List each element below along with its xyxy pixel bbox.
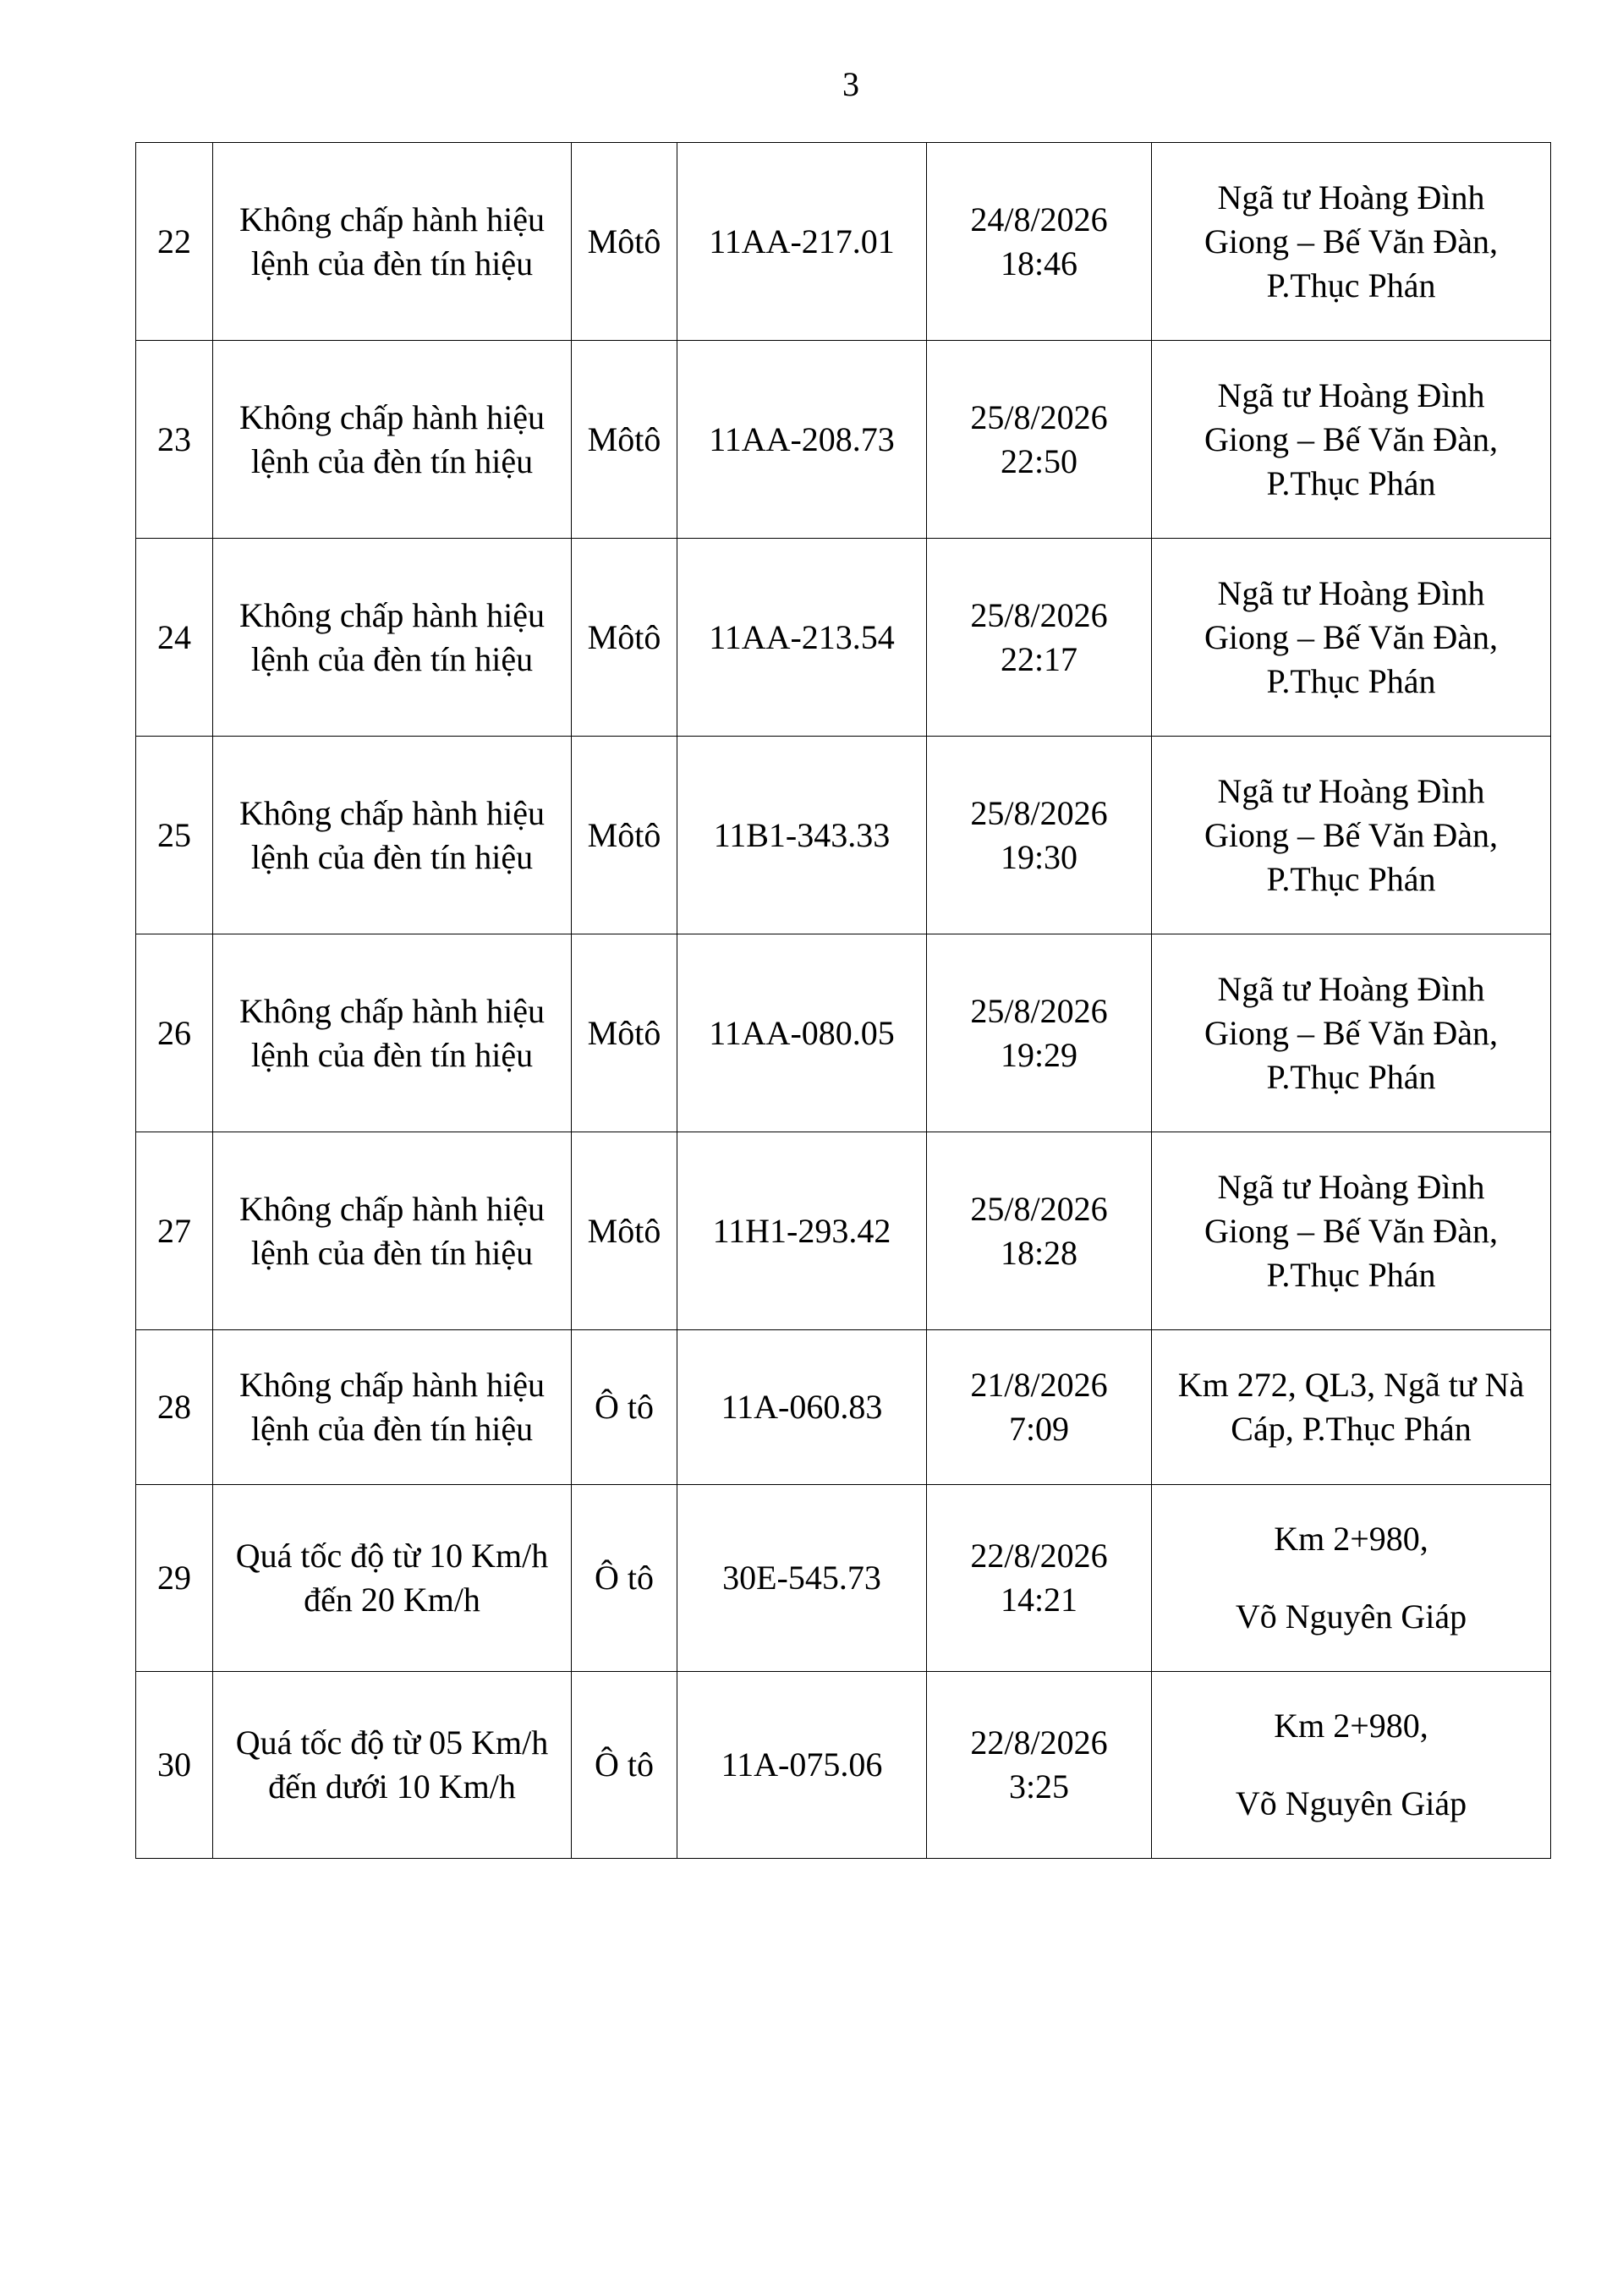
- time-cell: 25/8/2026 22:50: [927, 341, 1152, 539]
- violation-cell: Không chấp hành hiệu lệnh của đèn tín hiệu: [213, 737, 572, 934]
- plate-cell: 11AA-213.54: [677, 539, 927, 737]
- location-cell: Km 2+980, Võ Nguyên Giáp: [1152, 1485, 1551, 1672]
- plate-cell: 11AA-208.73: [677, 341, 927, 539]
- vehicle-cell: Môtô: [572, 539, 677, 737]
- vehicle-cell: Môtô: [572, 143, 677, 341]
- violation-cell: Không chấp hành hiệu lệnh của đèn tín hiệu: [213, 341, 572, 539]
- stt-cell: 29: [136, 1485, 213, 1672]
- stt-cell: 23: [136, 341, 213, 539]
- plate-cell: 11A-060.83: [677, 1330, 927, 1485]
- vehicle-cell: Ô tô: [572, 1330, 677, 1485]
- plate-cell: 11AA-217.01: [677, 143, 927, 341]
- table-row: [136, 1330, 1551, 1485]
- location-cell: Km 272, QL3, Ngã tư Nà Cáp, P.Thục Phán: [1152, 1330, 1551, 1485]
- vehicle-cell: Ô tô: [572, 1485, 677, 1672]
- vehicle-cell: Môtô: [572, 1132, 677, 1330]
- time-cell: 24/8/2026 18:46: [927, 143, 1152, 341]
- violation-cell: Không chấp hành hiệu lệnh của đèn tín hiệu: [213, 539, 572, 737]
- violation-cell: Quá tốc độ từ 05 Km/h đến dưới 10 Km/h: [213, 1672, 572, 1859]
- vehicle-cell: Môtô: [572, 934, 677, 1132]
- table-row: [136, 341, 1551, 539]
- table-row: [136, 1672, 1551, 1859]
- table-row: [136, 539, 1551, 737]
- location-cell: Ngã tư Hoàng Đình Giong – Bế Văn Đàn, P.Thục Phán: [1152, 143, 1551, 341]
- stt-cell: 28: [136, 1330, 213, 1485]
- location-cell: Km 2+980, Võ Nguyên Giáp: [1152, 1672, 1551, 1859]
- location-cell: Ngã tư Hoàng Đình Giong – Bế Văn Đàn, P.Thục Phán: [1152, 539, 1551, 737]
- plate-cell: 11A-075.06: [677, 1672, 927, 1859]
- location-cell: Ngã tư Hoàng Đình Giong – Bế Văn Đàn, P.Thục Phán: [1152, 737, 1551, 934]
- location-cell: Ngã tư Hoàng Đình Giong – Bế Văn Đàn, P.Thục Phán: [1152, 1132, 1551, 1330]
- vehicle-cell: Môtô: [572, 737, 677, 934]
- time-cell: 25/8/2026 22:17: [927, 539, 1152, 737]
- stt-cell: 24: [136, 539, 213, 737]
- time-cell: 22/8/2026 3:25: [927, 1672, 1152, 1859]
- stt-cell: 30: [136, 1672, 213, 1859]
- stt-cell: 25: [136, 737, 213, 934]
- table-row: [136, 143, 1551, 341]
- time-cell: 25/8/2026 19:29: [927, 934, 1152, 1132]
- table-row: [136, 934, 1551, 1132]
- stt-cell: 26: [136, 934, 213, 1132]
- violation-cell: Không chấp hành hiệu lệnh của đèn tín hiệu: [213, 143, 572, 341]
- vehicle-cell: Môtô: [572, 341, 677, 539]
- violation-cell: Quá tốc độ từ 10 Km/h đến 20 Km/h: [213, 1485, 572, 1672]
- stt-cell: 27: [136, 1132, 213, 1330]
- table-row: [136, 1132, 1551, 1330]
- violation-cell: Không chấp hành hiệu lệnh của đèn tín hiệu: [213, 934, 572, 1132]
- time-cell: 25/8/2026 19:30: [927, 737, 1152, 934]
- time-cell: 22/8/2026 14:21: [927, 1485, 1152, 1672]
- vehicle-cell: Ô tô: [572, 1672, 677, 1859]
- stt-cell: 22: [136, 143, 213, 341]
- time-cell: 25/8/2026 18:28: [927, 1132, 1152, 1330]
- page-number: 3: [842, 65, 859, 103]
- violations-table: [135, 142, 1551, 1859]
- plate-cell: 11H1-293.42: [677, 1132, 927, 1330]
- location-cell: Ngã tư Hoàng Đình Giong – Bế Văn Đàn, P.Thục Phán: [1152, 341, 1551, 539]
- plate-cell: 11B1-343.33: [677, 737, 927, 934]
- violation-cell: Không chấp hành hiệu lệnh của đèn tín hiệu: [213, 1330, 572, 1485]
- table-row: [136, 1485, 1551, 1672]
- location-cell: Ngã tư Hoàng Đình Giong – Bế Văn Đàn, P.Thục Phán: [1152, 934, 1551, 1132]
- violation-cell: Không chấp hành hiệu lệnh của đèn tín hiệu: [213, 1132, 572, 1330]
- plate-cell: 11AA-080.05: [677, 934, 927, 1132]
- plate-cell: 30E-545.73: [677, 1485, 927, 1672]
- time-cell: 21/8/2026 7:09: [927, 1330, 1152, 1485]
- table-row: [136, 737, 1551, 934]
